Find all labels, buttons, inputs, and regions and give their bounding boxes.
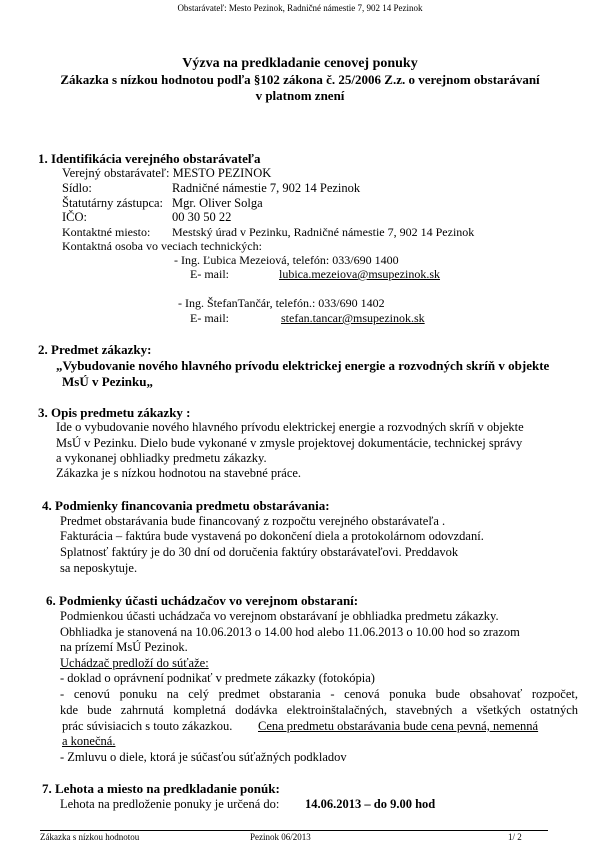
footer-center: Pezinok 06/2013 [250,832,311,842]
zastupca-value: Mgr. Oliver Solga [172,196,263,210]
section-2-heading: 2. Predmet zákazky: [38,342,152,357]
predmet-zakazky-line2: MsÚ v Pezinku„ [62,374,153,389]
opis-line2: MsÚ v Pezinku. Dielo bude vykonané v zmysle projektovej dokumentácie, technickej správy [56,436,523,450]
section-7-heading: 7. Lehota a miesto na predkladanie ponúk: [42,781,280,796]
footer-page-number: 1/ 2 [508,832,522,842]
opis-line4: Zákazka je s nízkou hodnotou na stavebné práce. [56,466,302,480]
ucast-bullet-2-line3b: Cena predmetu obstarávania bude cena pevná, nemenná [258,719,539,733]
ucast-line4: Uchádzač predloží do súťaže: [60,656,209,670]
obstaravatel-row: Verejný obstarávateľ: MESTO PEZINOK [62,166,272,180]
footer-left: Zákazka s nízkou hodnotou [40,832,140,842]
document-subtitle: Zákazka s nízkou hodnotou podľa §102 zákona č. 25/2006 Z.z. o verejnom obstarávaní [60,72,540,87]
ico-value: 00 30 50 22 [172,210,232,224]
financovanie-line1: Predmet obstarávania bude financovaný z rozpočtu verejného obstarávateľa . [60,514,446,528]
ucast-bullet-2-line4: a konečná. [62,734,116,748]
lehota-date: 14.06.2013 – do 9.00 hod [305,797,436,811]
section-3-heading: 3. Opis predmetu zákazky : [38,405,191,420]
ucast-bullet-3: - Zmluvu o diele, ktorá je súčasťou súťažných podkladov [60,750,347,764]
kontaktne-miesto-label: Kontaktné miesto: [62,225,151,239]
lehota-prefix: Lehota na predloženie ponuky je určená do: [60,797,280,811]
ucast-bullet-2-line3a: prác súvisiacich s touto zákazkou. [62,719,233,733]
financovanie-line2: Fakturácia – faktúra bude vystavená po dokončení diela a protokolárnom odovzdaní. [60,529,484,543]
page-header: Obstarávateľ: Mesto Pezinok, Radničné námestie 7, 902 14 Pezinok [177,3,423,13]
contact-person-2: - Ing. ŠtefanTančár, telefón.: 033/690 1402 [178,296,385,310]
financovanie-line4: sa neposkytuje. [60,561,138,575]
sidlo-label: Sídlo: [62,181,92,195]
opis-line3: a vykonanej obhliadky predmetu zákazky. [56,451,267,465]
section-6-heading: 6. Podmienky účasti uchádzačov vo verejnom obstaraní: [46,593,359,608]
sidlo-value: Radničné námestie 7, 902 14 Pezinok [172,181,361,195]
footer-divider [40,830,548,831]
contact-person-1-email-label: E- mail: [190,267,229,281]
ucast-line1: Podmienkou účasti uchádzača vo verejnom obstarávaní je obhliadka predmetu zákazky. [60,609,499,623]
section-4-heading: 4. Podmienky financovania predmetu obstarávania: [42,498,330,513]
ucast-line2: Obhliadka je stanovená na 10.06.2013 o 14.00 hod alebo 11.06.2013 o 10.00 hod so zrazom [60,625,520,639]
predmet-zakazky-line1: „Vybudovanie nového hlavného prívodu elektrickej energie a rozvodných skríň v objekte [56,358,550,373]
document-subtitle-cont: v platnom znení [255,88,345,103]
section-1-heading: 1. Identifikácia verejného obstarávateľa [38,151,261,166]
zastupca-label: Štatutárny zástupca: [62,196,164,210]
ucast-bullet-2-line2: kde bude zahrnutá kompletná dodávka elektroinštalačných, stavebných a všetkých ostatných [60,703,578,717]
opis-line1: Ide o vybudovanie nového hlavného prívodu elektrickej energie a rozvodných skríň v objekte [56,420,524,434]
document-title: Výzva na predkladanie cenovej ponuky [182,56,418,71]
ico-label: IČO: [62,210,87,224]
contact-person-2-email-label: E- mail: [190,311,229,325]
ucast-bullet-1: - doklad o oprávnení podnikať v predmete zákazky (fotokópia) [60,671,375,685]
ucast-bullet-2-line1: - cenovú ponuku na celý predmet obstarania - cenová ponuka bude obsahovať rozpočet, [60,687,578,701]
contact-person-1-email-link[interactable]: lubica.mezeiova@msupezinok.sk [279,267,441,281]
kontaktna-osoba-label: Kontaktná osoba vo veciach technických: [62,239,262,253]
contact-person-1: - Ing. Ľubica Mezeiová, telefón: 033/690 1400 [174,253,399,267]
financovanie-line3: Splatnosť faktúry je do 30 dní od doručenia faktúry obstarávateľovi. Preddavok [60,545,459,559]
contact-person-2-email-link[interactable]: stefan.tancar@msupezinok.sk [281,311,425,325]
ucast-line3: na prízemí MsÚ Pezinok. [60,640,188,654]
kontaktne-miesto-value: Mestský úrad v Pezinku, Radničné námestie 7, 902 14 Pezinok [172,225,475,239]
